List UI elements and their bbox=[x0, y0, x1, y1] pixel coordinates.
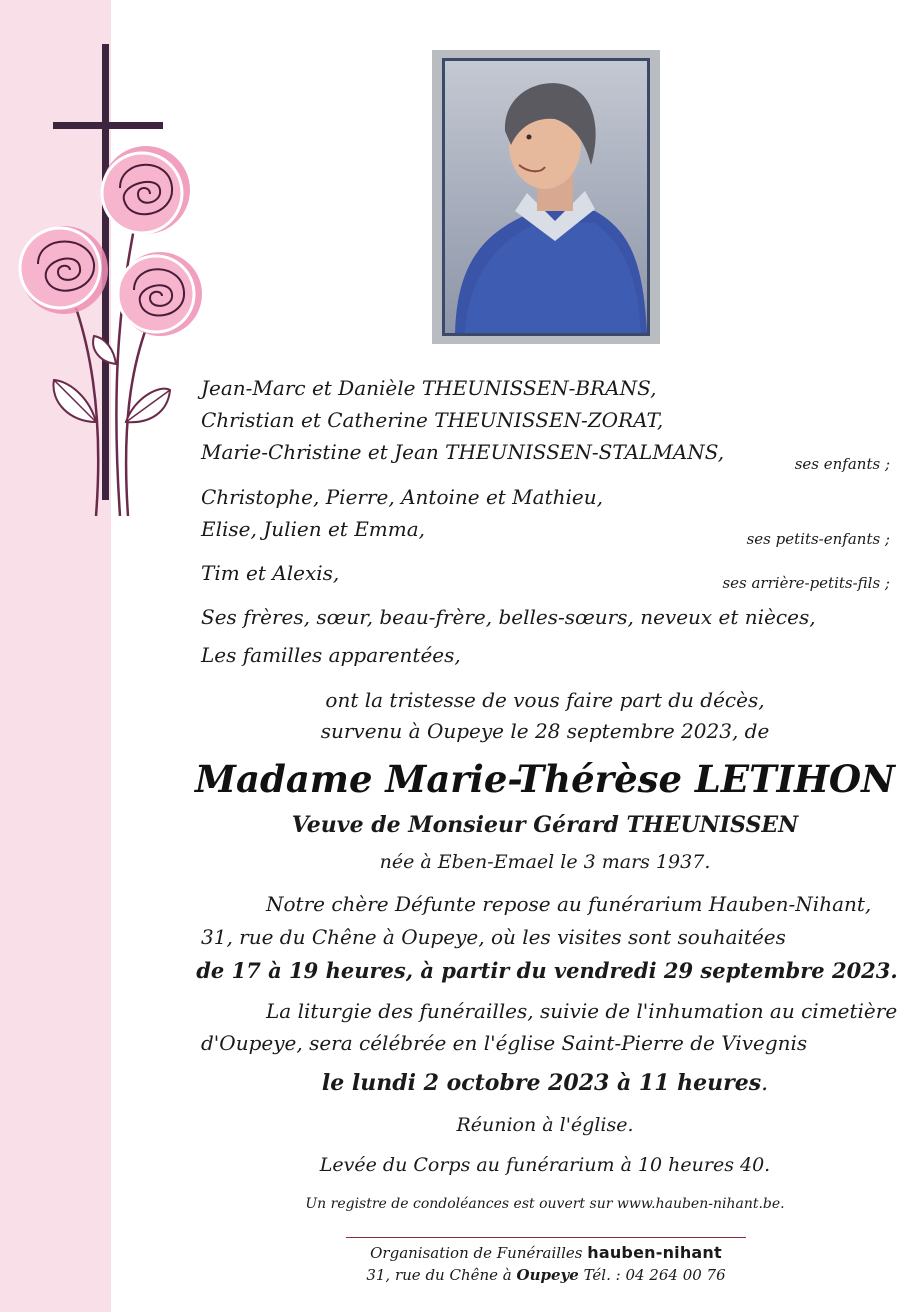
portrait-photo bbox=[442, 58, 650, 336]
deceased-name: Madame Marie-Thérèse LETIHON bbox=[195, 757, 895, 801]
birth-info: née à Eben-Emael le 3 mars 1937. bbox=[379, 851, 711, 873]
family-children-line: Marie-Christine et Jean THEUNISSEN-STALMANS, bbox=[201, 440, 725, 464]
funeral-line: d'Oupeye, sera célébrée en l'église Saint-Pierre de Vivegnis bbox=[201, 1031, 808, 1055]
family-children-line: Jean-Marc et Danièle THEUNISSEN-BRANS, bbox=[201, 376, 657, 400]
funeral-date-suffix: . bbox=[761, 1071, 769, 1096]
footer-organisation-label: Organisation de Funérailles bbox=[370, 1244, 583, 1262]
announcement-line: survenu à Oupeye le 28 septembre 2023, de bbox=[320, 719, 770, 743]
cross-roses-illustration bbox=[10, 38, 210, 528]
footer-divider bbox=[346, 1237, 746, 1238]
siblings-line: Ses frères, sœur, beau-frère, belles-sœurs, neveux et nièces, bbox=[201, 605, 816, 629]
removal-info: Levée du Corps au funérarium à 10 heures 40. bbox=[319, 1154, 771, 1176]
family-grandchildren-line: Christophe, Pierre, Antoine et Mathieu, bbox=[201, 485, 603, 509]
footer-address-city: Oupeye bbox=[516, 1266, 579, 1284]
funeral-line: La liturgie des funérailles, suivie de l'inhumation au cimetière bbox=[266, 999, 898, 1023]
footer-address bbox=[346, 1266, 746, 1284]
visitation-line: Notre chère Défunte repose au funérarium Hauben-Nihant, bbox=[266, 892, 872, 916]
meeting-info: Réunion à l'église. bbox=[456, 1114, 634, 1136]
footer-phone: Tél. : 04 264 00 76 bbox=[583, 1266, 726, 1284]
footer-address-prefix: 31, rue du Chêne à bbox=[366, 1266, 512, 1284]
funeral-date-row bbox=[200, 1070, 890, 1096]
condolences-note: Un registre de condoléances est ouvert sur www.hauben-nihant.be. bbox=[305, 1196, 785, 1212]
grandchildren-role: ses petits-enfants ; bbox=[746, 530, 890, 548]
funeral-date: le lundi 2 octobre 2023 à 11 heures bbox=[321, 1070, 762, 1096]
portrait-frame bbox=[432, 50, 660, 344]
leaf bbox=[93, 336, 116, 364]
family-great-grandchildren-line: Tim et Alexis, bbox=[201, 561, 340, 585]
great-grandchildren-role: ses arrière-petits-fils ; bbox=[722, 574, 890, 592]
widow-of: Veuve de Monsieur Gérard THEUNISSEN bbox=[291, 812, 799, 838]
relatives-line: Les familles apparentées, bbox=[201, 643, 461, 667]
children-role: ses enfants ; bbox=[794, 455, 890, 473]
funeral-home-logo: hauben-nihant bbox=[587, 1243, 722, 1262]
visitation-line: 31, rue du Chêne à Oupeye, où les visites sont souhaitées bbox=[201, 925, 786, 949]
cross-horizontal bbox=[53, 122, 163, 129]
visitation-hours: de 17 à 19 heures, à partir du vendredi 29 septembre 2023. bbox=[196, 958, 898, 983]
footer-organisation bbox=[346, 1243, 746, 1262]
announcement-line: ont la tristesse de vous faire part du décès, bbox=[325, 688, 765, 712]
family-grandchildren-line: Elise, Julien et Emma, bbox=[201, 517, 426, 541]
family-children-line: Christian et Catherine THEUNISSEN-ZORAT, bbox=[201, 408, 664, 432]
